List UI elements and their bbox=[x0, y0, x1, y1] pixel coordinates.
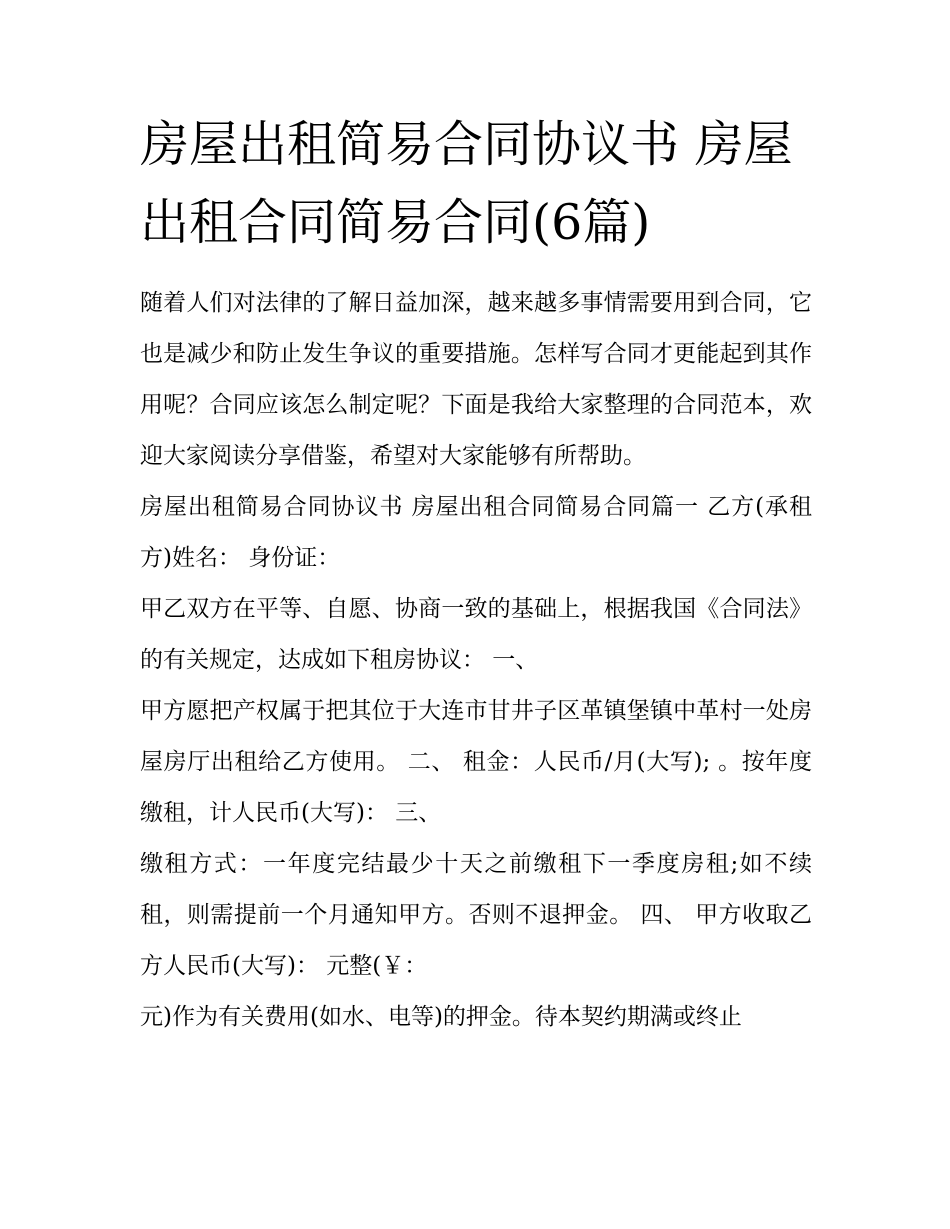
intro-paragraph: 随着人们对法律的了解日益加深，越来越多事情需要用到合同，它也是减少和防止发生争议的重要措施。怎样写合同才更能起到其作用呢？合同应该怎么制定呢？下面是我给大家整理的合同范本，欢迎大家阅读分享借鉴，希望对大家能够有所帮助。 bbox=[140, 290, 812, 469]
agreement-basis-paragraph: 甲乙双方在平等、自愿、协商一致的基础上，根据我国《合同法》的有关规定，达成如下租房协议： 一、 bbox=[140, 596, 812, 673]
document-body bbox=[140, 278, 812, 1043]
clause-payment-deposit-paragraph: 缴租方式：一年度完结最少十天之前缴租下一季度房租;如不续租，则需提前一个月通知甲方。否则不退押金。 四、 甲方收取乙方人民币(大写)： 元整(￥： bbox=[140, 851, 812, 979]
clause-deposit-continued-paragraph: 元)作为有关费用(如水、电等)的押金。待本契约期满或终止 bbox=[140, 1004, 742, 1030]
document-title: 房屋出租简易合同协议书 房屋出租合同简易合同(6篇) bbox=[140, 116, 793, 251]
contract-heading-paragraph: 房屋出租简易合同协议书 房屋出租合同简易合同篇一 乙方(承租方)姓名： 身份证： bbox=[140, 494, 812, 571]
clause-property-rent-paragraph: 甲方愿把产权属于把其位于大连市甘井子区革镇堡镇中革村一处房屋房厅出租给乙方使用。 二、 租金：人民币/月(大写); 。按年度缴租，计人民币(大写)： 三、 bbox=[140, 698, 812, 826]
